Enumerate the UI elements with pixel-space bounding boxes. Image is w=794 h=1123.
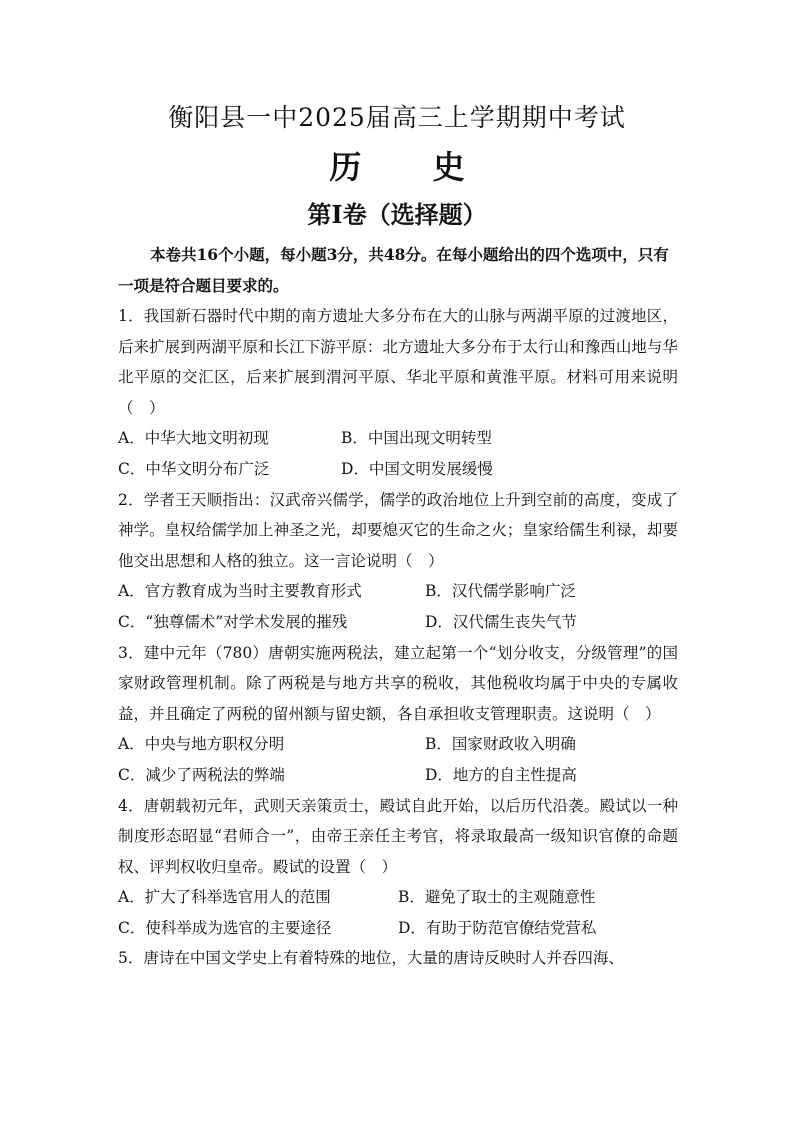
option-b: B．中国出现文明转型 (341, 429, 492, 448)
option-c: C．减少了两税法的弊端 (118, 765, 285, 784)
question-stem: 3．建中元年（780）唐朝实施两税法，建立起第一个“划分收支，分级管理”的国家财政管理机制。除了两税是与地方共享的税收，其他税收均属于中央的专属收益，并且确定了两税的留州额与留史额，各自承担收支管理职责。这说明（ ） (118, 643, 678, 723)
question-stem: 4．唐朝载初元年，武则天亲策贡士，殿试自此开始，以后历代沿袭。殿试以一种制度形态昭显“君师合一”，由帝王亲任主考官，将录取最高一级知识官僚的命题权、评判权收归皇帝。殿试的设置（ ） (118, 796, 678, 876)
question-3 (118, 638, 678, 791)
option-row (118, 576, 678, 607)
option-row (118, 729, 678, 760)
question-list (118, 301, 678, 974)
option-row (118, 607, 678, 638)
question-5 (118, 943, 678, 974)
option-a: A．官方教育成为当时主要教育形式 (118, 582, 362, 601)
exam-title: 衡阳县一中2025届高三上学期期中考试 (168, 103, 626, 132)
option-a: A．中华大地文明初现 (118, 429, 269, 448)
question-stem: 2．学者王天顺指出：汉武帝兴儒学，儒学的政治地位上升到空前的高度，变成了神学。皇权给儒学加上神圣之光，却要熄灭它的生命之火；皇家给儒生利禄，却要他交出思想和人格的独立。这一言论说明（ ） (118, 490, 678, 570)
option-a: A．中央与地方职权分明 (118, 735, 285, 754)
question-4 (118, 791, 678, 944)
option-row (118, 882, 678, 913)
option-row (118, 423, 678, 454)
option-row (118, 454, 678, 485)
subject-title: 历 史 (329, 148, 495, 186)
question-stem: 5．唐诗在中国文学史上有着特殊的地位，大量的唐诗反映时人并吞四海、 (118, 949, 624, 968)
option-b: B．汉代儒学影响广泛 (425, 582, 576, 601)
question-stem: 1．我国新石器时代中期的南方遗址大多分布在大的山脉与两湖平原的过渡地区，后来扩展到两湖平原和长江下游平原：北方遗址大多分布于太行山和豫西山地与华北平原的交汇区，后来扩展到渭河平原、华北平原和黄淮平原。材料可用来说明（ ） (118, 307, 678, 417)
option-d: D．有助于防范官僚结党营私 (398, 918, 597, 937)
option-c: C．中华文明分布广泛 (118, 459, 270, 478)
option-row (118, 913, 678, 944)
option-d: D．中国文明发展缓慢 (341, 459, 493, 478)
option-c: C．“独尊儒术”对学术发展的摧残 (118, 612, 348, 631)
option-d: D．地方的自主性提高 (425, 765, 577, 784)
option-a: A．扩大了科举选官用人的范围 (118, 888, 331, 907)
section-title: 第Ⅰ卷（选择题） (307, 200, 487, 229)
option-b: B．国家财政收入明确 (425, 735, 576, 754)
option-d: D．汉代儒生丧失气节 (425, 612, 577, 631)
instructions: 本卷共16个小题，每小题3分，共48分。在每小题给出的四个选项中，只有一项是符合题目要求的。 (118, 245, 669, 295)
option-row (118, 760, 678, 791)
option-b: B．避免了取士的主观随意性 (398, 888, 596, 907)
question-2 (118, 485, 678, 638)
option-c: C．使科举成为选官的主要途径 (118, 918, 332, 937)
question-1 (118, 301, 678, 485)
